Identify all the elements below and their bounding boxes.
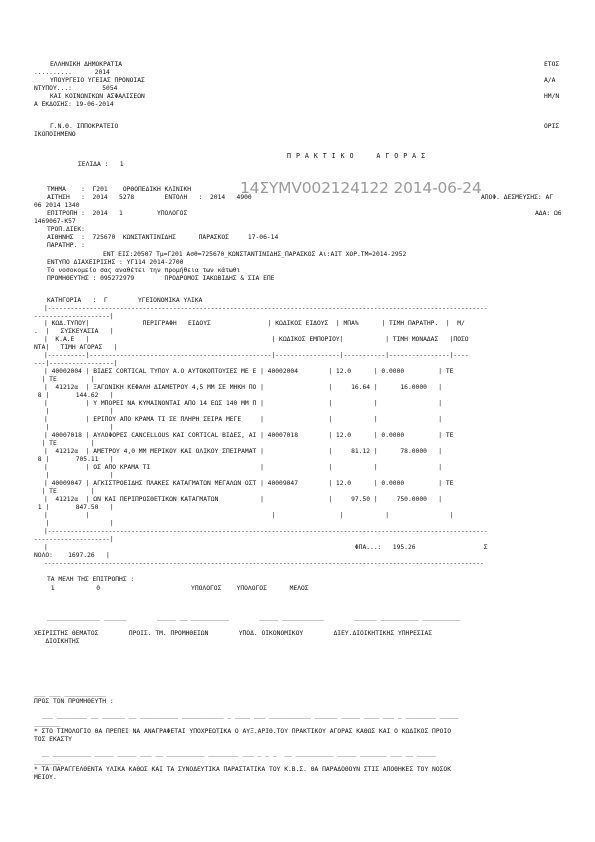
note-delivery: * ΤΑ ΠΑΡΑΓΓΕΛΘΕΝΤΑ ΥΛΙΚΑ ΚΑΘΩΣ ΚΑΙ ΤΑ ΣΥΝΟΔΕΥΤΙΚΑ ΠΑΡΑΣΤΑΤΙΚΑ ΤΟΥ Κ.Β.Σ. ΘΑ ΠΑΡΑΔΟΘΟΥΝ ΣΤΙΣ ΑΠΟΘΗΚΕΣ ΤΟΥ ΝΟΣΟΚ [34,766,452,773]
table-row: | ΤΕ | [34,488,95,495]
table-header-row-2: | Κ.Α.Ε | | ΚΩΔΙΚΟΣ ΕΜΠΟΡΙΟΥ| | ΤΙΜΗ ΜΟΝΑΔΑΣ |ΠΟΣΟ [44,336,469,343]
signature-titles: ΧΕΙΡΙΣΤΗΣ ΘΕΜΑΤΟΣ ΠΡΟΙΣ. ΤΜ. ΠΡΟΜΗΘΕΙΩΝ ΥΠΟΔ. ΟΙΚΟΝΟΜΙΚΟΥ ΔΙΕΥ.ΔΙΟΙΚΗΤΙΚΗΣ ΥΠΗΡΕΣΙΑΣ [34,630,433,637]
header-country: ΕΛΛΗΝΙΚΗ ΔΗΜΟΚΡΑΤΙΑ [50,61,123,68]
table-total-cont: ΝΟΛΟ: 1697.26 | [34,552,110,559]
info-modification: ΤΡΟΠ.ΔΙΕΚ: [47,226,85,233]
supplier-rule: ___ ___ ___________ [34,690,107,697]
header-date-label: ΗΜ/Ν [544,93,560,100]
table-row: | | [34,520,114,527]
header-form-number: ΝΤΥΠΟΥ...: 5054 [34,85,118,92]
header-ministry: ΥΠΟΥΡΓΕΙΟ ΥΓΕΙΑΣ ΠΡΟΝΟΙΑΣ [50,77,145,84]
committee-title: ΤΑ ΜΕΛΗ ΤΗΣ ΕΠΙΤΡΟΠΗΣ : [47,576,135,583]
table-row: | 41212α | ΩΝ ΚΑΙ ΠΕΡΙΠΡΟΣΘΕΤΙΚΩΝ ΚΑΤΑΓΜΑΤΩΝ | | 97.50 | 750.0000 | [44,496,443,503]
notes-rule: ___ ________ __ ______ __ __________ ___________ _ ____ ___ ___________ ______ _____ ____ ___ _ ________ _____ [34,712,459,719]
ada-watermark: 14ΣΥΜV002124122 2014-06-24 [240,179,482,197]
table-rule: |-------------------------------------------------------------------------------------------------------------------- [44,528,488,535]
table-row: | 40009047 | ΑΓΚΙΣΤΡΟΕΙΔΗΣ ΠΛΑΚΕΣ ΚΑΤΑΓΜΑΤΩΝ ΜΕΓΑΛΩΝ ΟΣΤ | 40009047 | 12.0 | 0.0000 | ΤΕ [44,480,454,487]
table-rule: --------------------| [34,313,114,320]
table-row: | 40002004 | ΒΙΔΕΣ CORTICAL ΤΥΠΟΥ Α.Ο ΑΥΤΟΚΟΠΤΟΥΣΕΣ ΜΕ Ε | 40002004 | 12.0 | 0.0000 | ΤΕ [44,368,454,375]
header-year-label: ΕΤΟΣ [544,61,560,68]
table-rule: ---|-----------------| [34,360,118,367]
header-year-line: .......... 2014 [34,69,110,76]
table-row: | 41212α | ΑΜΕΤΡΟΥ 4,0 ΜΜ ΜΕΡΙΚΟΥ ΚΑΙ ΟΛΙΚΟΥ ΣΠΕΙΡΑΜΑΤ | | 81.12 | 78.0000 | [44,448,443,455]
signature-lines: ______________ ______ _____ __ __________ _____ ___________ ______ __________ __________ [47,614,461,621]
table-total-row: | ΦΠΑ...: 195.26 Σ [44,544,488,551]
table-row: 1 | 847.50 | [34,504,114,511]
header-issue-date: Α ΕΚΔΟΣΗΣ: 19-06-2014 [34,101,114,108]
table-row: | ΤΕ | [34,376,95,383]
table-row: | ΤΕ | [34,440,95,447]
header-hospital: Γ.Ν.Θ. ΙΠΠΟΚΡΑΤΕΙΟ [50,123,119,130]
header-finalized: ΙΚΟΠΟΙΗΜΕΝΟ [34,131,76,138]
page-label: ΣΕΛΙΔΑ : 1 [78,161,124,168]
info-ada-cont: 1469067-Κ57 [34,218,76,225]
table-row: | | ΕΡΙΠΟΥ ΑΠΟ ΚΡΑΜΑ ΤΙ ΣΕ ΠΛΗΡΗ ΣΕΙΡΑ ΜΕΓΕ | | | | [44,416,443,423]
table-row: | 41212α | ΞΑΓΩΝΙΚΗ ΚΕΦΑΛΗ ΔΙΑΜΕΤΡΟΥ 4,5 ΜΜ ΣΕ ΜΗΚΗ ΠΟ | | 16.64 | 16.0000 | [44,384,443,391]
info-patient: ΑΙΘΗΝΗΣ : 725670 ΚΩΝΣΤΑΝΤΙΝΙΔΗΣ ΠΑΡΑΣΚΟΣ 17-06-14 [47,234,279,241]
header-aa-label: Α/Α [544,77,556,84]
info-department: ΤΜΗΜΑ : Γ201 ΟΡΘΟΠΕΔΙΚΗ ΚΛΙΝΙΚΗ [47,186,192,193]
info-ada: ΑΔΑ: Ω6 [535,210,562,217]
signature-titles-cont: ΔΙΟΙΚΗΤΗΣ [34,638,80,645]
table-row: | 40007018 | ΑΥΛΟΦΟΡΕΣ CANCELLOUS ΚΑΙ CORTICAL ΒΙΔΕΣ, ΑΙ | 40007018 | 12.0 | 0.0000 | ΤΕ [44,432,454,439]
table-rule: |-------------------------------------------------------------------------------------------------------------------- [44,305,488,312]
info-committee: ΕΠΙΤΡΟΠΗ : 2014 1 ΥΠΟΛΟΓΟΣ [47,210,188,217]
note-delivery-cont: ΜΕΙΟΥ. [34,774,57,781]
info-assignment: Το νοσοκομείο σας αναθέτει την προμήθεια των κάτωθι [47,267,241,274]
info-supplier: ΠΡΟΜΗΘΕΥΤΗΣ : 095272979 ΠΡΟΔΡΟΜΟΣ ΙΑΚΩΒΙΔΗΣ & ΣΙΑ ΕΠΕ [47,275,275,282]
table-row: 8 | 705.11 | [34,456,114,463]
notes-rule: __ __________ _____ _____ ___ __ __________ ________ ___ _ _ _ __ __________ _____ _______ ___ __ _____ [34,750,436,757]
notes-rule: _______ [34,758,61,765]
committee-members: 1 0 ΥΠΟΛΟΓΟΣ ΥΠΟΛΟΓΟΣ ΜΕΛΟΣ [47,585,309,592]
note-invoice-cont: ΤΟΣ ΕΚΑΣΤΥ [34,736,72,743]
info-entry: ΕΝΤ ΕΙΣ:20507 Τμ=Γ201 Ασθ=725670_ΚΩΝΣΤΑΝΤΙΝΙΔΗΣ_ΠΑΡΑΣΚΟΣ Αι:ΑΙΤ ΧΟΡ.ΤΜ=2014-2952 [103,251,407,258]
table-row: 8 | 144.62 | [34,392,114,399]
table-row: | | [34,424,114,431]
table-header-row-2-cont: ΝΤΑ| ΤΙΜΗ ΑΓΟΡΑΣ | [34,344,118,351]
info-commitment-cont: 06 2014 1340 [34,202,80,209]
header-ministry-2: ΚΑΙ ΚΟΙΝΩΝΙΚΩΝ ΑΣΦΑΛΙΣΕΩΝ [50,93,145,100]
table-rule: --------------------| [34,536,114,543]
table-row: | | | | | | [44,512,454,519]
notes-rule: _______ [34,720,61,727]
info-request: ΑΙΤΗΣΗ : 2014 5278 ΕΝΤΟΛΗ : 2014 4900 [47,194,252,201]
info-form: ΕΝΤΥΠΟ ΔΙΑΧΕΙΡΙΣΗΣ : ΥΓ114 2014-2700 [47,259,184,266]
table-row: | | [34,408,114,415]
note-invoice: * ΣΤΟ ΤΙΜΟΛΟΓΙΟ ΘΑ ΠΡΕΠΕΙ ΝΑ ΑΝΑΓΡΑΦΕΤΑΙ ΥΠΟΧΡΕΩΤΙΚΑ Ο ΑΥΞ.ΑΡΙΘ.ΤΟΥ ΠΡΑΚΤΙΚΟΥ ΑΓΟΡΑΣ ΚΑΘΩΣ ΚΑΙ Ο ΚΩΔΙΚΟΣ ΠΡΟΙΟ [34,728,452,735]
table-rule: |----------|------------------------------------------------|-----------------|-----------|----------------|---- [44,352,469,359]
table-row: | | ΟΣ ΑΠΟ ΚΡΑΜΑ ΤΙ | | | | [44,464,443,471]
table-rule: -------------------------------------------------------------------------------------------------------------------- [44,560,484,567]
info-commitment: ΑΠΟΦ. ΔΕΣΜΕΥΣΗΣ: ΑΓ [481,194,554,201]
table-header-row-1-cont: . | ΣΥΣΚΕΥΑΣΙΑ | [34,328,114,335]
table-row: | | Υ ΜΠΟΡΕΙ ΝΑ ΚΥΜΑΙΝΟΝΤΑΙ ΑΠΟ 14 ΕΩΣ 140 ΜΜ Π | | | | [44,400,443,407]
document-title: Π Ρ Α Κ Τ Ι Κ Ο Α Γ Ο Ρ Α Σ [287,152,426,160]
table-header-row-1: | ΚΩΔ.ΤΥΠΟΥ| ΠΕΡΙΓΡΑΦΗ ΕΙΔΟΥΣ | ΚΩΔΙΚΟΣ ΕΙΔΟΥΣ | ΜΠΑ% | ΤΙΜΗ ΠΑΡΑΤΗΡ. | Μ/ [44,320,465,327]
table-category: ΚΑΤΗΓΟΡΙΑ : Γ ΥΓΕΙΟΝΟΜΙΚΑ ΥΛΙΚΑ [47,297,203,304]
info-remarks: ΠΑΡΑΤΗΡ. : [47,242,85,249]
supplier-heading: ΠΡΟΣ ΤΟΝ ΠΡΟΜΗΘΕΥΤΗ : [34,698,114,705]
table-row: | | [34,472,114,479]
header-final-label: ΟΡΙΣ [544,123,560,130]
